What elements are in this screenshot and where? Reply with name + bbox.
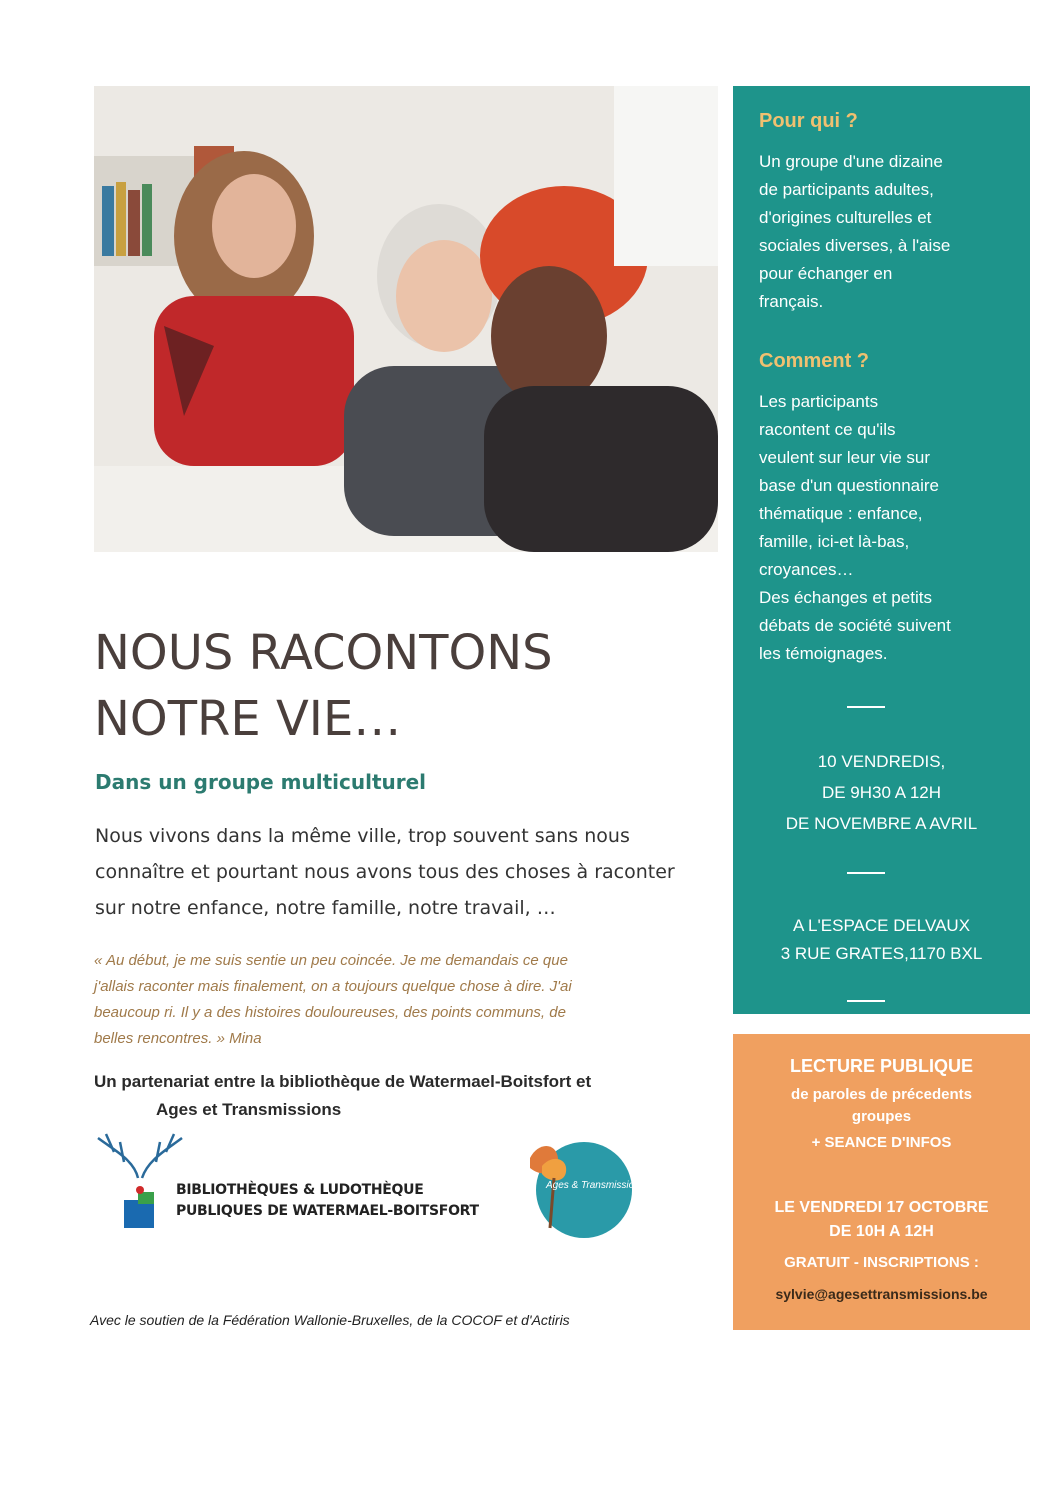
how-line: veulent sur leur vie sur bbox=[759, 448, 931, 467]
divider bbox=[847, 706, 885, 708]
how-line: Des échanges et petits bbox=[759, 588, 932, 607]
photo-three-women-smiling-icon bbox=[94, 86, 718, 552]
quote-line: belles rencontres. » Mina bbox=[94, 1030, 262, 1047]
how-heading: Comment ? bbox=[759, 350, 869, 372]
how-line: les témoignages. bbox=[759, 644, 888, 663]
page-title bbox=[94, 620, 714, 752]
quote-line: beaucoup ri. Il y a des histoires douloureuses, des points communs, de bbox=[94, 1004, 566, 1021]
partner-line-2: Ages et Transmissions bbox=[156, 1100, 342, 1119]
schedule-line: 10 VENDREDIS, bbox=[817, 752, 946, 771]
event-time-line: DE 10H A 12H bbox=[829, 1223, 934, 1240]
event-registration: GRATUIT - INSCRIPTIONS : bbox=[784, 1254, 979, 1271]
info-panel bbox=[733, 86, 1030, 1014]
how-line: racontent ce qu'ils bbox=[759, 420, 896, 439]
how-line: thématique : enfance, bbox=[759, 504, 923, 523]
event-subtitle: de paroles de précedents groupes bbox=[791, 1086, 972, 1125]
partnership-text bbox=[94, 1068, 714, 1124]
who-text bbox=[759, 148, 1019, 316]
how-line: famille, ici-et là-bas, bbox=[759, 532, 910, 551]
schedule-line: DE 9H30 A 12H bbox=[821, 783, 942, 802]
library-name-line-2: PUBLIQUES DE WATERMAEL-BOITSFORT bbox=[176, 1203, 479, 1219]
location-line: A L'ESPACE DELVAUX bbox=[792, 916, 971, 935]
library-name-line-1: BIBLIOTHÈQUES & LUDOTHÈQUE bbox=[176, 1182, 424, 1198]
who-line: sociales diverses, à l'aise bbox=[759, 236, 951, 255]
antlers-book-icon bbox=[94, 1130, 184, 1240]
location-text bbox=[733, 912, 1030, 968]
library-logo-text bbox=[176, 1180, 479, 1222]
who-heading: Pour qui ? bbox=[759, 110, 858, 132]
quote-line: « Au début, je me suis sentie un peu coincée. Je me demandais ce que bbox=[94, 952, 568, 969]
who-line: de participants adultes, bbox=[759, 180, 934, 199]
event-date bbox=[733, 1196, 1030, 1244]
who-line: pour échanger en bbox=[759, 264, 893, 283]
contact-email-link[interactable]: sylvie@agesettransmissions.be bbox=[775, 1286, 988, 1302]
schedule-line: DE NOVEMBRE A AVRIL bbox=[785, 814, 978, 833]
support-footnote: Avec le soutien de la Fédération Wallonie-Bruxelles, de la COCOF et d'Actiris bbox=[90, 1312, 570, 1328]
event-title: LECTURE PUBLIQUE bbox=[789, 1056, 973, 1076]
schedule-text bbox=[733, 746, 1030, 839]
location-line: 3 RUE GRATES,1170 BXL bbox=[780, 944, 983, 963]
how-line: débats de société suivent bbox=[759, 616, 951, 635]
subtitle: Dans un groupe multiculturel bbox=[95, 770, 427, 794]
title-line-2: NOTRE VIE… bbox=[94, 691, 402, 747]
how-line: croyances… bbox=[759, 560, 854, 579]
intro-line: connaître et pourtant nous avons tous des choses à raconter bbox=[95, 861, 675, 883]
how-line: base d'un questionnaire bbox=[759, 476, 939, 495]
event-panel bbox=[733, 1034, 1030, 1330]
intro-line: Nous vivons dans la même ville, trop souvent sans nous bbox=[95, 825, 630, 847]
partner-line-1: Un partenariat entre la bibliothèque de Watermael-Boitsfort et bbox=[94, 1072, 592, 1091]
event-infos: + SEANCE D'INFOS bbox=[811, 1134, 952, 1151]
who-line: français. bbox=[759, 292, 824, 311]
who-line: d'origines culturelles et bbox=[759, 208, 932, 227]
how-line: Les participants bbox=[759, 392, 879, 411]
divider bbox=[847, 872, 885, 874]
quote-line: j'allais raconter mais finalement, on a toujours quelque chose à dire. J'ai bbox=[94, 978, 572, 995]
who-line: Un groupe d'une dizaine bbox=[759, 152, 943, 171]
title-line-1: NOUS RACONTONS bbox=[94, 625, 553, 681]
how-text bbox=[759, 388, 1019, 668]
intro-line: sur notre enfance, notre famille, notre travail, … bbox=[95, 897, 556, 919]
event-date-line: LE VENDREDI 17 OCTOBRE bbox=[774, 1199, 989, 1216]
testimonial-quote bbox=[94, 948, 714, 1052]
intro-text bbox=[95, 818, 715, 926]
photo-women-group bbox=[94, 86, 718, 552]
divider bbox=[847, 1000, 885, 1002]
ages-logo-text: Ages & Transmissions bbox=[546, 1180, 645, 1191]
